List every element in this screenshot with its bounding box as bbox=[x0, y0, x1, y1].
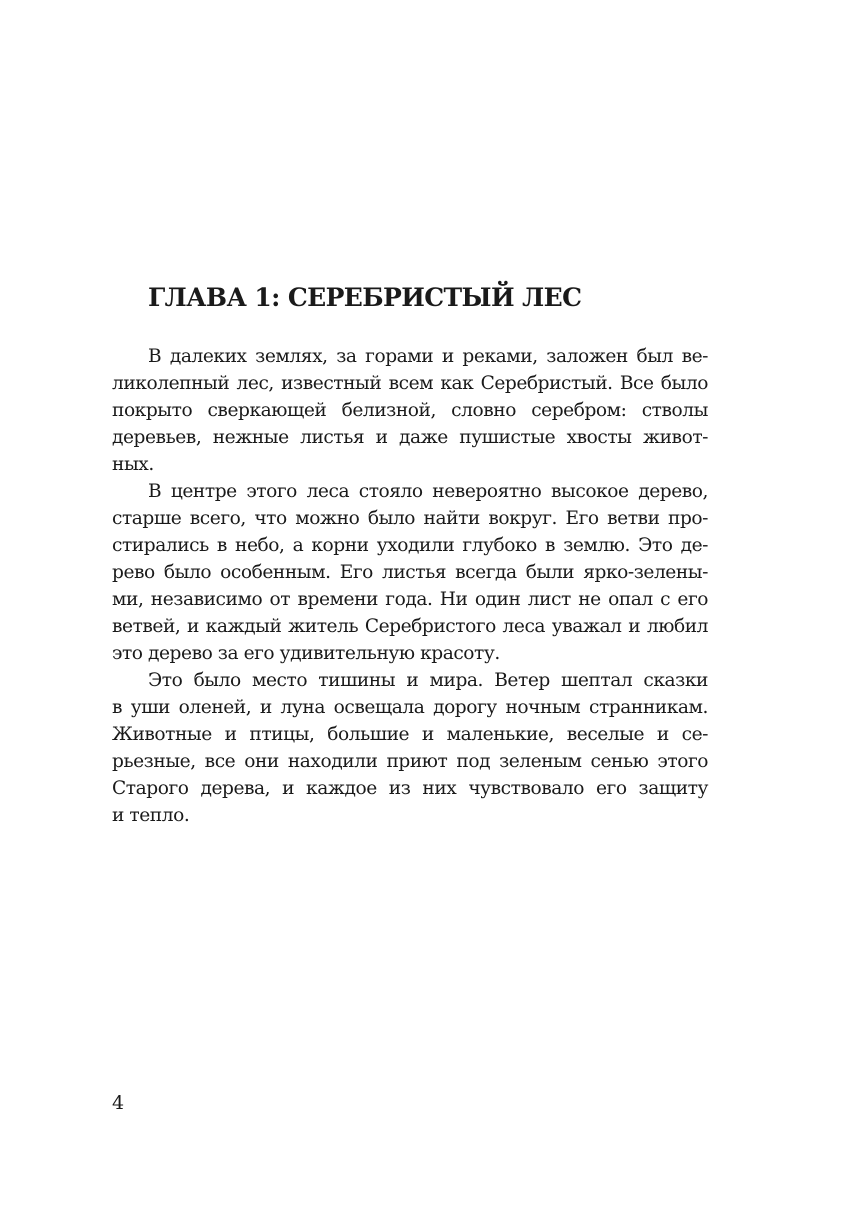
text-line: деревьев, нежные листья и даже пушистые хвосты живот- bbox=[112, 427, 708, 448]
text-line: ми, независимо от времени года. Ни один лист не опал с его bbox=[112, 589, 708, 610]
text-line: рево было особенным. Его листья всегда были ярко-зелены- bbox=[112, 562, 708, 583]
chapter-title: ГЛАВА 1: СЕРЕБРИСТЫЙ ЛЕС bbox=[148, 283, 582, 312]
text-line: в уши оленей, и луна освещала дорогу ночным странникам. bbox=[112, 697, 708, 718]
text-line: ветвей, и каждый житель Серебристого леса уважал и любил bbox=[112, 616, 708, 637]
text-line: Животные и птицы, большие и маленькие, веселые и се- bbox=[112, 724, 708, 745]
text-line: ных. bbox=[112, 454, 154, 475]
chapter-body bbox=[112, 343, 708, 829]
text-line: покрыто сверкающей белизной, словно серебром: стволы bbox=[112, 400, 708, 421]
text-line: старше всего, что можно было найти вокруг. Его ветви про- bbox=[112, 508, 708, 529]
text-line: стирались в небо, а корни уходили глубоко в землю. Это де- bbox=[112, 535, 708, 556]
paragraph-1 bbox=[112, 343, 708, 478]
text-line: рьезные, все они находили приют под зеленым сенью этого bbox=[112, 751, 708, 772]
text-line: это дерево за его удивительную красоту. bbox=[112, 643, 500, 664]
text-line: и тепло. bbox=[112, 805, 190, 826]
text-line: Старого дерева, и каждое из них чувствовало его защиту bbox=[112, 778, 708, 799]
paragraph-2 bbox=[112, 478, 708, 667]
text-line: ликолепный лес, известный всем как Серебристый. Все было bbox=[112, 373, 708, 394]
text-line: В центре этого леса стояло невероятно высокое дерево, bbox=[148, 481, 708, 502]
text-line: В далеких землях, за горами и реками, заложен был ве- bbox=[148, 346, 708, 367]
page-number: 4 bbox=[112, 1092, 125, 1114]
text-line: Это было место тишины и мира. Ветер шептал сказки bbox=[148, 670, 708, 691]
paragraph-3 bbox=[112, 667, 708, 829]
